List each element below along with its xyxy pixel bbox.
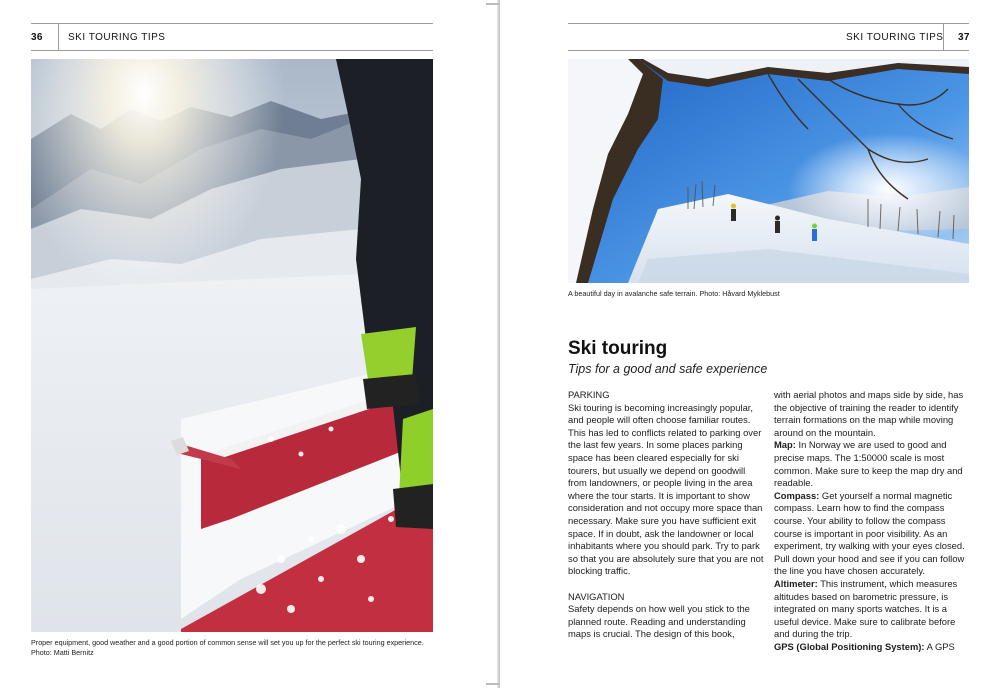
navigation-continued: with aerial photos and maps side by side, has the objective of training the reader to identify terrain formations on the map while moving around on the mountain. [774,389,964,438]
header-rule-bottom-right [568,50,969,51]
running-head: SKI TOURING TIPS [68,32,166,43]
compass-paragraph [774,490,970,578]
header-separator [58,23,59,51]
text-column-1 [568,389,764,641]
gps-label: GPS (Global Positioning System): [774,640,925,652]
gps-paragraph [774,641,970,654]
map-paragraph [774,439,970,489]
article-title: Ski touring [568,338,668,359]
paragraph-gap [568,578,764,591]
altimeter-text: This instrument, which measures altitudes based on barometric pressure, is integrated on many sports watches. It is a useful device. Make sure to calibrate before and during the trip. [774,577,958,640]
altimeter-paragraph [774,578,970,641]
article-subtitle: Tips for a good and safe experience [568,362,768,376]
parking-paragraph: Ski touring is becoming increasingly popular, and people will often choose familiar routes. This has led to conflicts related to parking over the last few years. In some places parking space has been cleared especially for ski tourers, but usually we depend on goodwill from landowners, or people living in the area where the tour starts. It is important to show consideration and not occupy more space than necessary. Make sure you have sufficient exit space. If in doubt, ask the landowner or local inhabitants where you should park. Try to park so that you are absolutely sure that you are not blocking traffic. [568,401,764,577]
navigation-paragraph: Safety depends on how well you stick to the planned route. Reading and understanding maps is crucial. The design of this book, [568,603,750,640]
photo-caption: Proper equipment, good weather and a good portion of common sense will set you up for the perfect ski touring experience. Photo: Matti Bernitz [31,638,424,657]
compass-label: Compass: [774,489,820,501]
header-rule-top [31,23,433,24]
text-column-2 [774,389,970,653]
page-number: 36 [31,32,43,43]
parking-heading: PARKING [568,389,610,400]
header-rule-top-right [568,23,969,24]
page-number-right: 37 [958,32,970,43]
compass-text: Get yourself a normal magnetic compass. Learn how to find the compass course. Your ability to follow the compass course is important in poor visibility. As an experiment, try walking with your eyes closed. Pull down your hood and see if you can follow the line you have chosen accurately. [774,489,965,577]
ski-tour-photo [568,59,969,283]
navigation-heading: NAVIGATION [568,590,625,602]
photo-caption-right: A beautiful day in avalanche safe terrain. Photo: Håvard Myklebust [568,289,780,298]
map-text: In Norway we are used to good and precise maps. The 1:50000 scale is most common. Make sure to keep the map dry and readable. [774,439,963,489]
running-head-right: SKI TOURING TIPS [846,32,944,43]
altimeter-label: Altimeter: [774,577,818,589]
map-label: Map: [774,439,796,451]
ski-skins-photo [31,59,433,632]
header-rule-bottom [31,50,433,51]
gps-text: A GPS [924,640,955,652]
